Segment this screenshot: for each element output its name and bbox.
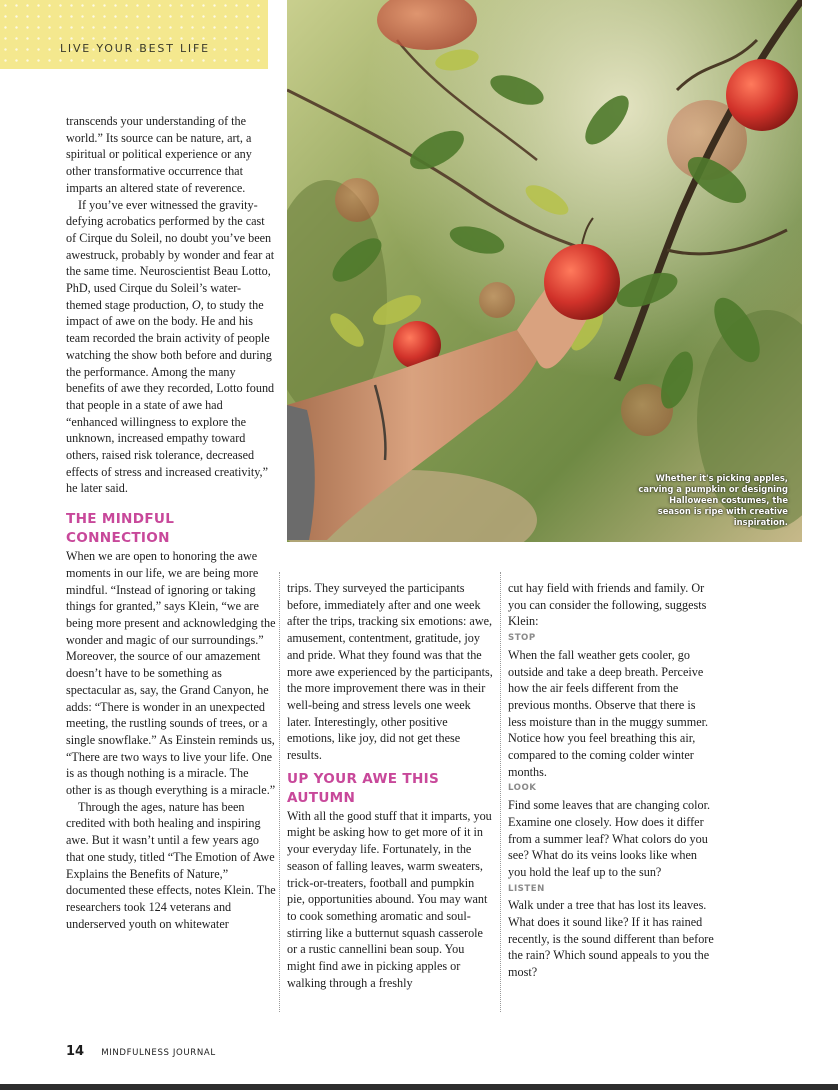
subhead-listen: LISTEN	[508, 883, 545, 894]
col2-paragraph-1: trips. They surveyed the participants before, immediately after and one week after the trips, tracking six emotions: awe, amusement, contentment, gratitude, joy and pride. What they found was that the more awe experienced by the participants, the more improvement there was in their well-being and stress levels one week later. Interestingly, other positive emotions, like joy, did not get these results.	[287, 581, 493, 763]
col1-paragraph-2-part-1: If you’ve ever witnessed the gravity-defying acrobatics performed by the cast of Cirque du Soleil, no doubt you’ve been awestruck, probably by wonder and fear at the same time. Neuroscientist Beau Lotto, PhD, used Cirque du Soleil’s water-themed stage production,	[66, 197, 275, 312]
listen-text: Walk under a tree that has lost its leaves. What does it sound like? If it has rained recently, is the sound different than before the rain? Which sound appeals to you the most?	[508, 898, 714, 980]
apple-tree-illustration	[287, 0, 802, 542]
col1-paragraph-4: Through the ages, nature has been credited with both healing and inspiring awe. But it wasn’t until a few years ago that one study, titled “The Emotion of Awe Explains the Benefits of Nature,” documented these effects, notes Klein. The researchers took 124 veterans and underserved youth on whitewater	[66, 799, 276, 931]
col3-paragraph-1: cut hay field with friends and family. Or you can consider the following, suggests Klein:	[508, 581, 707, 629]
col1-paragraph-3: When we are open to honoring the awe moments in our life, we are being more mindful. “Instead of ignoring or taking things for granted,” says Klein, “we are being more present and acknowledging the wonder and magic of our surroundings.” Moreover, the source of our amazement doesn’t have to be something as spectacular as, say, the Grand Canyon, he adds: “There is wonder in an unexpected meeting, the rustling sounds of trees, or a single snowflake.” As Einstein reminds us, “There are two ways to live your life. One is as though nothing is a miracle. The other is as though everything is a miracle.”	[66, 549, 276, 798]
col2-paragraph-2: With all the good stuff that it imparts, you might be asking how to get more of it in your everyday life. Fortunately, in the season of falling leaves, warm sweaters, trick-or-treaters, football and pumpkin pie, opportunities abound. You may want to cook something aromatic and soul-stirring like a butternut squash casserole or a rustic cannellini bean soup. You might find awe in picking apples or walking through a freshly	[287, 808, 492, 990]
heading-mindful-connection: THE MINDFUL CONNECTION	[66, 511, 175, 547]
apple-picking-photo	[287, 0, 802, 542]
col1-paragraph-1: transcends your understanding of the world.” Its source can be nature, art, a spiritual or political experience or any other transformative occurrence that imparts an altered state of reverence.	[66, 114, 252, 195]
column-divider-1	[279, 572, 280, 1012]
stop-text: When the fall weather gets cooler, go outside and take a deep breath. Perceive how the air feels different from the previous months. Observe that there is less moisture than in the muggy summer. Notice how you feel breathing this air, compared to the coming colder winter months.	[508, 647, 709, 779]
column-divider-2	[500, 572, 501, 1012]
col1-paragraph-2-part-2: , to study the impact of awe on the body. He and his team recorded the brain activity of people watching the show both before and during the performance. Among the many benefits of awe they recorded, Lotto found that people in a state of awe had “enhanced willingness to explore the unknown, increased empathy toward others, raised risk tolerance, decreased effects of stress and increased creativity,” he later said.	[66, 297, 275, 496]
column-3	[508, 580, 714, 981]
column-2	[287, 580, 493, 991]
page-footer	[66, 1040, 216, 1059]
look-text: Find some leaves that are changing color. Examine one closely. How does it differ from a summer leaf? What colors do you see? What do its veins looks like when you hold the leaf up to the sun?	[508, 798, 711, 879]
subhead-stop: STOP	[508, 633, 536, 644]
heading-up-your-awe: UP YOUR AWE THIS AUTUMN	[287, 770, 440, 806]
section-banner-label: LIVE YOUR BEST LIFE	[60, 42, 210, 55]
column-1	[66, 113, 276, 932]
show-title-o: O	[191, 297, 201, 312]
journal-name: MINDFULNESS JOURNAL	[101, 1048, 216, 1058]
photo-caption: Whether it's picking apples, carving a pumpkin or designing Halloween costumes, the season is ripe with creative inspiration.	[638, 473, 788, 527]
col1-paragraph-2	[66, 197, 276, 498]
page-number: 14	[66, 1044, 85, 1059]
subhead-look: LOOK	[508, 783, 537, 794]
section-banner	[0, 0, 268, 69]
